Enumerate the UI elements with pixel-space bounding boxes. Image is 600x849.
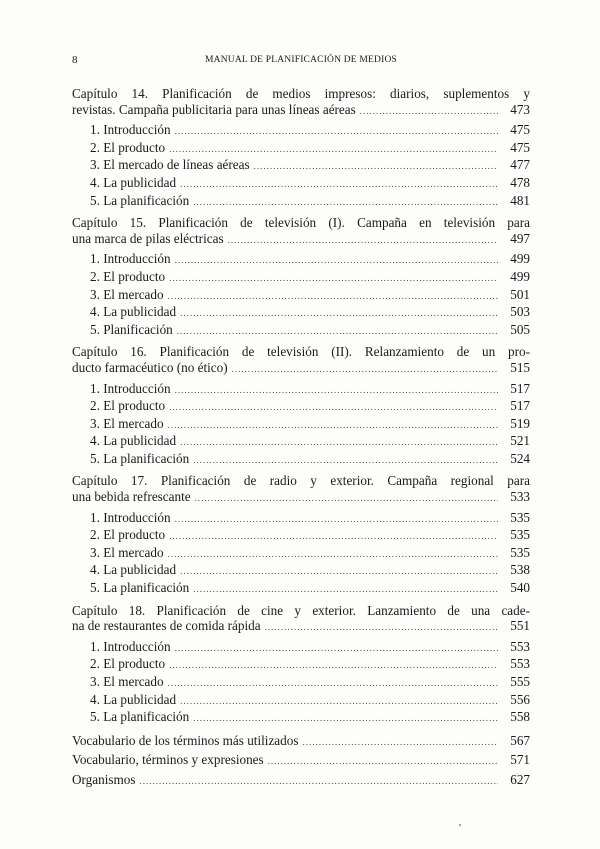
section-label: 4. La publicidad xyxy=(90,691,177,707)
chapter-page: 533 xyxy=(510,489,530,505)
section-entry xyxy=(72,251,530,269)
section-entry xyxy=(72,175,530,193)
section-label: 2. El producto xyxy=(90,139,166,155)
section-page: 481 xyxy=(510,192,530,208)
backmatter-page: 567 xyxy=(510,732,530,748)
section-page: 517 xyxy=(510,380,530,396)
dot-leader xyxy=(180,564,498,580)
backmatter-label: Vocabulario de los términos más utilizados xyxy=(72,732,299,748)
section-label: 1. Introducción xyxy=(90,122,171,138)
chapter-page: 497 xyxy=(510,230,530,246)
dot-leader xyxy=(168,418,498,434)
dot-leader xyxy=(180,435,498,451)
chapter-title-line: una bebida refrescante xyxy=(72,489,191,505)
chapter-entry xyxy=(72,215,530,339)
chapter-title-line: Capítulo 16. Planificación de televisión (II). Relanzamiento de un pro- xyxy=(72,344,530,360)
dot-leader xyxy=(169,658,498,674)
section-label: 3. El mercado xyxy=(90,286,164,302)
section-page: 477 xyxy=(510,157,530,173)
chapter-title xyxy=(72,473,530,506)
section-page: 505 xyxy=(510,321,530,337)
section-page: 501 xyxy=(510,286,530,302)
section-page: 478 xyxy=(510,174,530,190)
section-entry xyxy=(72,451,530,469)
dot-leader xyxy=(302,735,498,751)
dot-leader xyxy=(180,306,498,322)
backmatter-entry xyxy=(72,733,530,751)
dot-leader xyxy=(193,582,498,598)
chapter-title-line: revistas. Campaña publicitaria para unas líneas aéreas xyxy=(72,101,356,117)
chapter-title-line: Capítulo 15. Planificación de televisión (I). Campaña en televisión para xyxy=(72,215,530,231)
section-page: 535 xyxy=(510,509,530,525)
section-page: 475 xyxy=(510,122,530,138)
dot-leader xyxy=(180,694,498,710)
scan-speck xyxy=(459,824,461,826)
section-entry xyxy=(72,287,530,305)
backmatter-page: 627 xyxy=(510,771,530,787)
section-label: 5. La planificación xyxy=(90,450,190,466)
section-entry xyxy=(72,398,530,416)
section-entry xyxy=(72,416,530,434)
section-entry xyxy=(72,692,530,710)
section-label: 3. El mercado xyxy=(90,415,164,431)
section-page: 538 xyxy=(510,562,530,578)
section-entry xyxy=(72,545,530,563)
chapter-title-line: Capítulo 17. Planificación de radio y exterior. Campaña regional para xyxy=(72,473,530,489)
section-label: 4. La publicidad xyxy=(90,174,177,190)
chapter-page: 473 xyxy=(510,101,530,117)
section-entry xyxy=(72,580,530,598)
section-entry xyxy=(72,562,530,580)
section-entry xyxy=(72,193,530,211)
dot-leader xyxy=(254,159,498,175)
dot-leader xyxy=(168,547,498,563)
section-label: 1. Introducción xyxy=(90,251,171,267)
section-page: 519 xyxy=(510,415,530,431)
chapter-page: 551 xyxy=(510,618,530,634)
section-label: 2. El producto xyxy=(90,527,166,543)
running-head xyxy=(72,54,530,68)
dot-leader xyxy=(168,676,498,692)
chapter-title-line: Capítulo 14. Planificación de medios impresos: diarios, suplementos y xyxy=(72,86,530,101)
dot-leader xyxy=(169,400,498,416)
section-entry xyxy=(72,122,530,140)
chapter-entry xyxy=(72,344,530,468)
section-label: 3. El mercado xyxy=(90,674,164,689)
section-page: 553 xyxy=(510,656,530,672)
section-entry xyxy=(72,304,530,322)
dot-leader xyxy=(175,512,498,528)
section-list xyxy=(72,639,530,727)
dot-leader xyxy=(228,233,498,249)
section-page: 535 xyxy=(510,527,530,543)
dot-leader xyxy=(268,754,498,770)
section-label: 1. Introducción xyxy=(90,509,171,525)
section-page: 524 xyxy=(510,450,530,466)
dot-leader xyxy=(140,774,499,790)
dot-leader xyxy=(195,491,498,507)
section-label: 4. La publicidad xyxy=(90,433,177,449)
section-entry xyxy=(72,674,530,692)
section-page: 540 xyxy=(510,580,530,596)
dot-leader xyxy=(193,195,498,211)
section-entry xyxy=(72,269,530,287)
section-label: 4. La publicidad xyxy=(90,562,177,578)
chapter-title-line: Capítulo 18. Planificación de cine y exterior. Lanzamiento de una cade- xyxy=(72,602,530,618)
chapter-title xyxy=(72,215,530,248)
section-page: 556 xyxy=(510,691,530,707)
section-label: 1. Introducción xyxy=(90,380,171,396)
dot-leader xyxy=(169,142,498,158)
dot-leader xyxy=(177,324,498,340)
dot-leader xyxy=(180,177,498,193)
backmatter-list xyxy=(72,733,530,790)
dot-leader xyxy=(360,104,498,120)
table-of-contents xyxy=(72,86,530,792)
section-list xyxy=(72,251,530,339)
section-page: 558 xyxy=(510,709,530,725)
backmatter-label: Vocabulario, términos y expresiones xyxy=(72,752,264,768)
dot-leader xyxy=(175,641,498,657)
dot-leader xyxy=(175,383,498,399)
chapter-title xyxy=(72,86,530,119)
chapter-entry xyxy=(72,86,530,210)
section-label: 4. La publicidad xyxy=(90,304,177,320)
section-entry xyxy=(72,510,530,528)
dot-leader xyxy=(169,271,498,287)
dot-leader xyxy=(265,620,498,636)
section-label: 5. La planificación xyxy=(90,580,190,596)
section-page: 503 xyxy=(510,304,530,320)
dot-leader xyxy=(193,453,498,469)
section-page: 535 xyxy=(510,544,530,560)
dot-leader xyxy=(193,711,498,727)
backmatter-page: 571 xyxy=(510,752,530,768)
section-label: 5. La planificación xyxy=(90,192,190,208)
section-entry xyxy=(72,656,530,674)
chapter-title-line: una marca de pilas eléctricas xyxy=(72,230,224,246)
chapter-entry xyxy=(72,473,530,597)
backmatter-entry xyxy=(72,772,530,790)
section-label: 3. El mercado de líneas aéreas xyxy=(90,157,250,173)
backmatter-entry xyxy=(72,752,530,770)
chapter-title xyxy=(72,344,530,377)
section-label: 1. Introducción xyxy=(90,638,171,654)
page-number: 8 xyxy=(72,54,78,66)
dot-leader xyxy=(232,362,498,378)
section-label: 5. Planificación xyxy=(90,321,173,337)
chapter-page: 515 xyxy=(510,359,530,375)
running-title: MANUAL DE PLANIFICACIÓN DE MEDIOS xyxy=(204,55,398,65)
section-list xyxy=(72,510,530,598)
section-entry xyxy=(72,433,530,451)
chapter-title-line: na de restaurantes de comida rápida xyxy=(72,618,261,634)
dot-leader xyxy=(168,289,498,305)
section-entry xyxy=(72,709,530,727)
section-label: 5. La planificación xyxy=(90,709,190,725)
dot-leader xyxy=(169,529,498,545)
chapter-entry xyxy=(72,603,530,727)
section-page: 553 xyxy=(510,638,530,654)
section-page: 475 xyxy=(510,139,530,155)
section-entry xyxy=(72,381,530,399)
section-page: 517 xyxy=(510,398,530,414)
dot-leader xyxy=(175,124,498,140)
section-entry xyxy=(72,639,530,657)
section-page: 499 xyxy=(510,268,530,284)
section-entry xyxy=(72,157,530,175)
section-label: 3. El mercado xyxy=(90,544,164,560)
backmatter-label: Organismos xyxy=(72,771,136,787)
section-entry xyxy=(72,322,530,340)
chapter-title xyxy=(72,603,530,636)
section-entry xyxy=(72,140,530,158)
section-list xyxy=(72,122,530,210)
section-label: 2. El producto xyxy=(90,268,166,284)
section-page: 521 xyxy=(510,433,530,449)
section-entry xyxy=(72,527,530,545)
section-page: 499 xyxy=(510,251,530,267)
section-label: 2. El producto xyxy=(90,398,166,414)
section-label: 2. El producto xyxy=(90,656,166,672)
section-list xyxy=(72,381,530,469)
section-page: 555 xyxy=(510,674,530,689)
chapter-title-line: ducto farmacéutico (no ético) xyxy=(72,359,228,375)
dot-leader xyxy=(175,253,498,269)
